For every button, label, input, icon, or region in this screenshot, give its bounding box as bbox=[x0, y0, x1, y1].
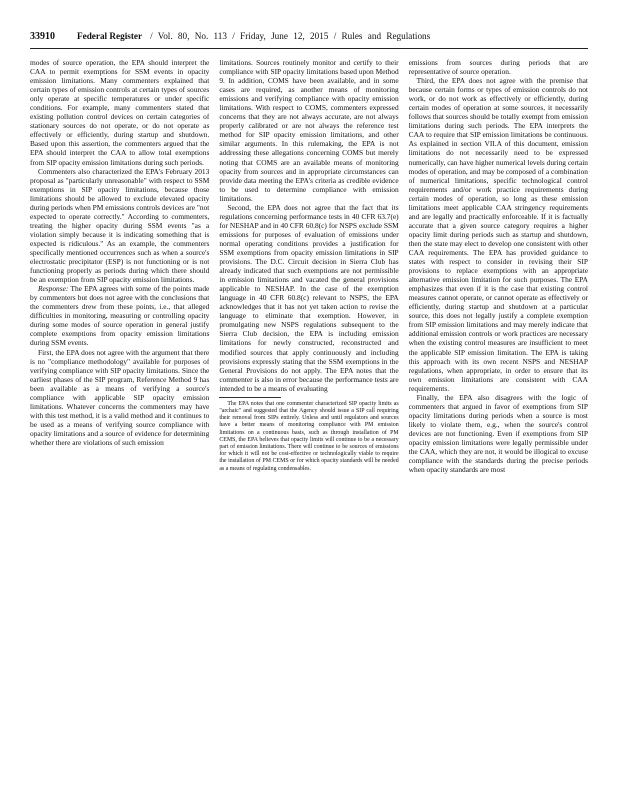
page-number: 33910 bbox=[30, 31, 55, 42]
paragraph: Third, the EPA does not agree with the premise that because certain forms or types of emission controls do not work, or do not work as effectively or efficiently, during certain modes of operation at some sources, it necessarily follows that sources should be totally exempt from emission limitations during such periods. The EPA interprets the CAA to require that SIP emission limitations be continuous. As explained in section VII.A of this document, emission limitations do not necessarily need to be expressed numerically, can have higher numerical levels during certain modes of operation, and may be composed of a combination of numerical limitations, specific technological control requirements and/or work practice requirements during certain modes of operation, so long as these emission limitations meet applicable CAA stringency requirements and are legally and practically enforceable. If it is factually accurate that a given source category requires a higher opacity limit during periods such as startup and shutdown, then the state may elect to develop one consistent with other CAA requirements. The EPA has provided guidance to states with respect to consider in revising their SIP provisions to replace exemptions with an appropriate alternative emission limitation for such purposes. The EPA emphasizes that even if it is the case that existing control measures cannot operate, or cannot operate as effectively or efficiently, during startup and shutdown at a particular source, this does not legally justify a complete exemption from SIP emission limitations and may merely indicate that additional emission controls or work practices are necessary when the existing control measures are insufficient to meet the applicable SIP emission limitation. The EPA is taking this approach with its own recent NSPS and NESHAP regulations, when appropriate, in order to ensure that its own emission limitations are consistent with CAA requirements. bbox=[408, 76, 588, 393]
paragraph: emissions from sources during periods that are representative of source operation. bbox=[408, 58, 588, 77]
text-columns bbox=[30, 58, 588, 786]
response-text: The EPA agrees with some of the points made by commenters but does not agree with the conclusions that the commenters drew from these points, i.e., that alleged difficulties in monitoring, measuring or controlling opacity during some modes of source operation in general justify complete exemptions from opacity emission limitations during SSM events. bbox=[30, 284, 210, 348]
paragraph: limitations. Sources routinely monitor and certify to their compliance with SIP opacity limitations based upon Method 9. In addition, COMS have been available, and in some cases are required, as another means of monitoring emissions and verifying compliance with opacity emission limitations. With respect to COMS, commenters expressed concerns that they are not always accurate, are not always properly calibrated or are not always the reference test method for SIP opacity emission limitations, and other similar arguments. In this rulemaking, the EPA is not addressing these allegations concerning COMS but merely noting that COMS are an available means of monitoring opacity from sources and in appropriate circumstances can provide data meeting the EPA's criteria as credible evidence to be used to determine compliance with emission limitations. bbox=[219, 58, 399, 203]
column-2 bbox=[219, 58, 398, 786]
paragraph: modes of source operation, the EPA should interpret the CAA to permit exemptions for SSM events in opacity emission limitations. Many commenters explained that certain types of emission controls at certain types of sources only operate at specific temperatures or under specific conditions. For example, many commenters stated that existing pollution control devices on certain categories of stationary sources do not operate, or do not operate as effectively or efficiently, during startup and shutdown. Based upon this assertion, the commenters argued that the EPA should interpret the CAA to allow total exemptions from SIP opacity emission limitations during such periods. bbox=[30, 58, 210, 167]
page-header bbox=[30, 30, 588, 49]
paragraph: Finally, the EPA also disagrees with the logic of commenters that argued in favor of exemptions from SIP opacity limitations during periods when a source is most likely to violate them, e.g., when the source's control devices are not functioning. Even if exemptions from SIP opacity emission limitations were legally permissible under the CAA, which they are not, it would be illogical to excuse compliance with the standards during the precise periods when opacity standards are most bbox=[408, 392, 588, 475]
paragraph: Second, the EPA does not agree that the fact that its regulations concerning performance tests in 40 CFR 63.7(e) for NESHAP and in 40 CFR 60.8(c) for NSPS exclude SSM emissions for purposes of evaluation of emissions under normal operating conditions provides a justification for SSM exemptions from opacity emission limitations in SIP provisions. The D.C. Circuit decision in Sierra Club has already indicated that such exemptions are not permissible in emission limitations and vacated the general provisions applicable to NESHAP. In the case of the exemption language in 40 CFR 60.8(c) relevant to NSPS, the EPA acknowledges that it has not yet taken action to revise the language to eliminate that exemption. However, in promulgating new NSPS regulations subsequent to the Sierra Club decision, the EPA is including emission limitations for newly constructed, reconstructed and modified sources that apply continuously and including provisions expressly stating that the SSM exemptions in the General Provisions do not apply. The EPA notes that the commenter is also in error because the performance tests are intended to be a means of evaluating bbox=[219, 202, 399, 393]
column-3 bbox=[409, 58, 588, 786]
paragraph: First, the EPA does not agree with the argument that there is no "compliance methodology" available for purposes of verifying compliance with SIP opacity limitations. Since the earliest phases of the SIP program, Reference Method 9 has been available as a means of verifying a source's compliance with applicable SIP opacity emission limitations. Whatever concerns the commenters may have with this test method, it is a valid method and it continues to be used as a means of verifying source compliance with opacity limitations and a source of evidence for determining whether there are violations of such emission bbox=[30, 347, 210, 447]
paragraph: Commenters also characterized the EPA's February 2013 proposal as "particularly unreasonable" with respect to SSM exemptions in SIP opacity limitations, because those limitations should be allowed to exclude elevated opacity during periods when PM emissions controls devices are "not expected to operate correctly." According to commenters, treating the higher opacity during SSM events "as a violation simply because it is indicating something that is expected is ridiculous." As an example, the commenters specifically mentioned occurrences such as when a source's electrostatic precipitator (ESP) is not functioning or is not functioning properly as periods during which there should be an exemption from SIP opacity emission limitations. bbox=[30, 166, 210, 285]
header-citation: / Vol. 80, No. 113 / Friday, June 12, 2015 / Rules and Regulations bbox=[150, 31, 431, 41]
paragraph bbox=[30, 284, 209, 347]
footnote: The EPA notes that one commenter characterized SIP opacity limits as "archaic" and suggested that the Agency should issue a SIP call requiring their removal from SIPs entirely. Unless and until regulators and sources have a better means of monitoring compliance with PM emission limitations on a continuous basis, such as through installation of PM CEMS, the EPA believes that opacity limits will continue to be a necessary part of emission limitations. There will continue to be sources of emissions for which it will not be cost-effective or technologically viable to require the installation of PM CEMS or for which opacity standards will be needed as a means of regulating condensables. bbox=[219, 400, 399, 472]
column-1 bbox=[30, 58, 209, 786]
footnote-divider bbox=[219, 397, 281, 398]
journal-title: Federal Register bbox=[77, 31, 143, 41]
response-label: Response: bbox=[38, 284, 69, 294]
